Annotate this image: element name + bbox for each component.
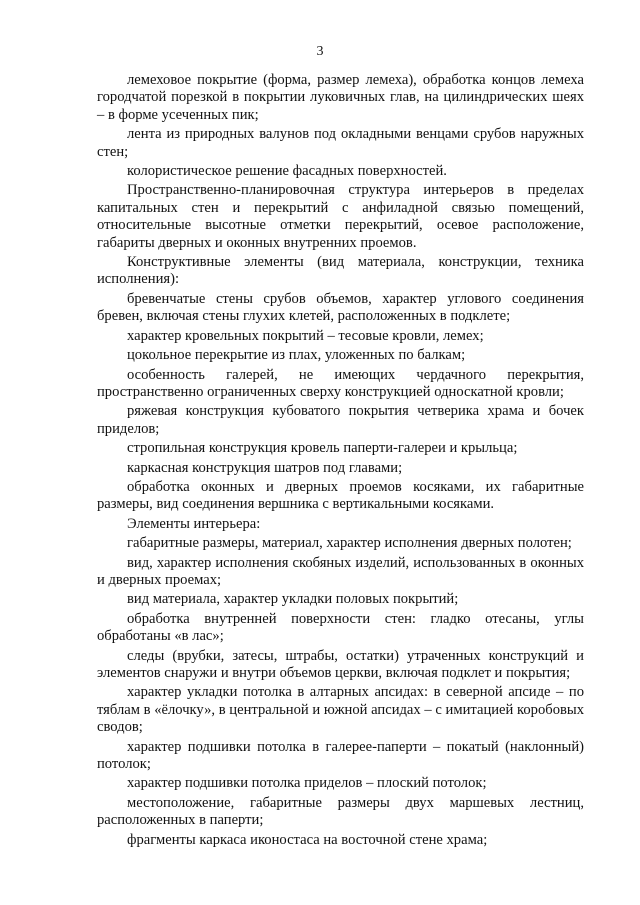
paragraph: местоположение, габаритные размеры двух маршевых лестниц, расположенных в паперти; — [97, 794, 584, 829]
paragraph: вид, характер исполнения скобяных изделий, использованных в оконных и дверных проемах; — [97, 554, 584, 588]
paragraph: габаритные размеры, материал, характер исполнения дверных полотен; — [127, 535, 572, 552]
paragraph: Конструктивные элементы (вид материала, конструкции, техника исполнения): — [97, 254, 584, 288]
paragraph: цокольное перекрытие из плах, уложенных по балкам; — [127, 347, 466, 364]
document-body — [97, 72, 584, 849]
paragraph: обработка внутренней поверхности стен: гладко отесаны, углы обработаны «в лас»; — [97, 610, 584, 645]
paragraph: стропильная конструкция кровель паперти-галереи и крыльца; — [127, 440, 518, 457]
paragraph: вид материала, характер укладки половых покрытий; — [127, 591, 459, 608]
page-number: 3 — [316, 44, 324, 59]
paragraph: Пространственно-планировочная структура интерьеров в пределах капитальных стен и перекрытий с анфиладной связью помещений, относительные высотные отметки перекрытий, осевое расположение, габариты дверных и оконных внутренних проемов. — [97, 182, 584, 251]
paragraph: характер подшивки потолка в галерее-паперти – покатый (наклонный) потолок; — [97, 738, 584, 773]
paragraph: следы (врубки, затесы, штрабы, остатки) утраченных конструкций и элементов снаружи и внутри объемов церкви, включая подклет и покрытия; — [97, 647, 584, 681]
paragraph: лента из природных валунов под окладными венцами срубов наружных стен; — [97, 126, 584, 160]
paragraph: характер укладки потолка в алтарных апсидах: в северной апсиде – по тяблам в «ёлочку», в центральной и южной апсидах – с имитацией коробовых сводов; — [97, 684, 584, 736]
paragraph: ряжевая конструкция кубоватого покрытия четверика храма и бочек приделов; — [97, 403, 584, 437]
paragraph: бревенчатые стены срубов объемов, характер углового соединения бревен, включая стены глухих клетей, расположенных в подклете; — [97, 290, 584, 325]
paragraph: колористическое решение фасадных поверхностей. — [127, 163, 447, 180]
paragraph: лемеховое покрытие (форма, размер лемеха), обработка концов лемеха городчатой порезкой в покрытии луковичных глав, на цилиндрических шеях – в форме усеченных пик; — [97, 72, 584, 123]
paragraph: характер кровельных покрытий – тесовые кровли, лемех; — [127, 327, 484, 344]
paragraph: фрагменты каркаса иконостаса на восточной стене храма; — [127, 831, 488, 848]
paragraph: Элементы интерьера: — [127, 515, 261, 532]
paragraph: обработка оконных и дверных проемов косяками, их габаритные размеры, вид соединения вершника с вертикальными косяками. — [97, 478, 584, 513]
paragraph: характер подшивки потолка приделов – плоский потолок; — [127, 775, 487, 792]
paragraph: особенность галерей, не имеющих чердачного перекрытия, пространственно ограниченных сверху конструкцией односкатной кровли; — [97, 366, 584, 400]
paragraph: каркасная конструкция шатров под главами; — [127, 459, 403, 476]
